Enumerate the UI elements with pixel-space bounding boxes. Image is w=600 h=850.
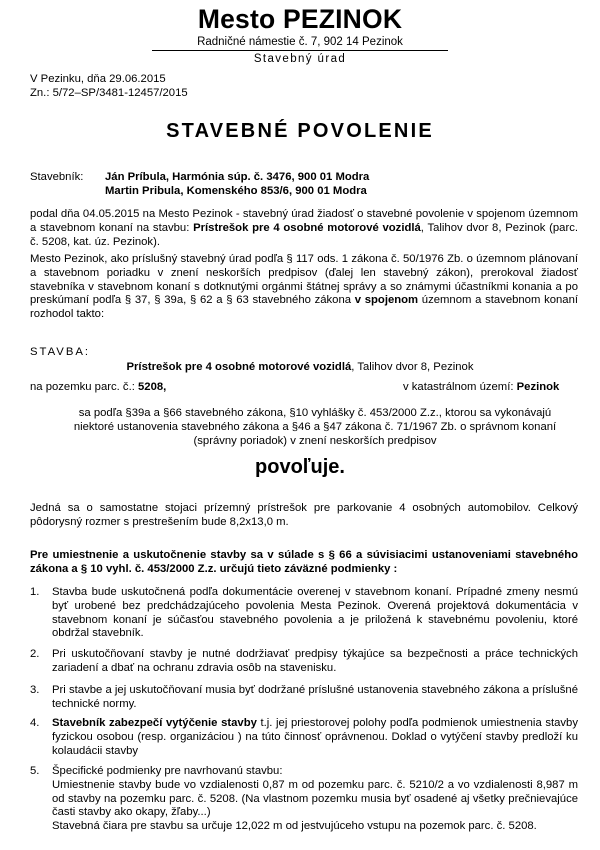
document-title: STAVEBNÉ POVOLENIE [166, 120, 434, 142]
condition-text [52, 765, 578, 834]
condition-text [52, 717, 578, 758]
stavba-name-rest: , Talihov dvor 8, Pezinok [351, 361, 474, 373]
condition-text: Pri stavbe a jej uskutočňovaní musia byť dodržané príslušné ustanovenia stavebného zákona a príslušné technické normy. [52, 684, 578, 710]
applicant-line-2: Martin Pribula, Komenského 853/6, 900 01 Modra [105, 185, 367, 197]
applicant-label: Stavebník: [30, 171, 84, 183]
decision-verb: povoľuje. [255, 456, 345, 478]
stavba-name [0, 361, 600, 375]
city-name: PEZINOK [282, 4, 403, 34]
reference-number: Zn.: 5/72–SP/3481-12457/2015 [30, 87, 188, 99]
authority-text-b: v spojenom [354, 294, 419, 307]
authority-text-c: územnom a stavebnom konaní rozhodol takto: [30, 294, 578, 321]
cadastre-name: Pezinok [516, 381, 560, 393]
description-paragraph: Jedná sa o samostatne stojaci prízemný prístrešok pre parkovanie 4 osobných automobilov. Celkový pôdorysný rozmer s prestrešením bude 8,2x13,0 m. [30, 502, 578, 528]
condition-text-rest: t.j. jej priestorovej polohy podľa podmienok umiestnenia stavby fyzickou osobou (resp. organizáciou ) na túto činnosť oprávnenou. Doklad o vytýčení stavby predloží ku kolaudácii stavby [52, 717, 578, 757]
issuer-heading [0, 3, 600, 35]
stavba-label: STAVBA: [30, 346, 91, 358]
intro-text-c: , Talihov dvor 8, Pezinok (parc. č. 5208, kat. úz. Pezinok). [30, 221, 578, 248]
authority-text-a: Mesto Pezinok, ako príslušný stavebný úrad podľa § 117 ods. 1 zákona č. 50/1976 Zb. o územnom plánovaní a stavebnom poriadku v znení neskorších predpisov (ďalej len stavebný zákon), prerokoval žiadosť stavebníka v stavebnom konaní s dotknutými orgánmi štátnej správy a so známymi účastníkmi konania a po preskúmaní podľa § 37, § 39a, § 62 a § 63 stavebného zákona [30, 253, 578, 307]
parcel-label: na pozemku parc. č.: [30, 381, 138, 393]
place-date: V Pezinku, dňa 29.06.2015 [30, 73, 166, 85]
condition-number: 4. [30, 717, 40, 729]
condition-bold-lead: Stavebník zabezpečí vytýčenie stavby [52, 717, 257, 729]
authority-paragraph [30, 253, 578, 322]
condition-number: 1. [30, 586, 40, 598]
city-prefix: Mesto [197, 4, 276, 34]
cadastre-label: v katastrálnom území: [403, 381, 517, 393]
condition-text: Pri uskutočňovaní stavby je nutné dodržiavať predpisy týkajúce sa bezpečnosti a práce technických zariadení a dbať na ochranu zdravia osôb na stavenisku. [52, 648, 578, 674]
condition-text: Stavba bude uskutočnená podľa dokumentácie overenej v stavebnom konaní. Prípadné zmeny nesmú byť urobené bez predchádzajúceho povolenia Mesta Pezinok. Overená projektová dokumentácia v stavebnom konaní je súčasťou stavebného povolenia a je priložená k stavebnému povoleniu, ktoré obdržal stavebník. [52, 586, 578, 640]
parcel-line [30, 381, 166, 395]
conditions-heading: Pre umiestnenie a uskutočnenie stavby sa v súlade s § 66 a súvisiacimi ustanoveniami stavebného zákona a § 10 vyhl. č. 453/2000 Z.z. určujú tieto záväzné podmienky : [30, 549, 578, 575]
issuer-office: Stavebný úrad [253, 53, 347, 65]
applicant-line-1: Ján Príbula, Harmónia súp. č. 3476, 900 01 Modra [105, 171, 370, 183]
condition-number: 2. [30, 648, 40, 660]
intro-text-a: podal dňa 04.05.2015 na Mesto Pezinok - stavebný úrad žiadosť o stavebné povolenie v spojenom územnom a stavebnom konaní na stavbu: [30, 208, 578, 234]
condition-line: Stavebná čiara pre stavbu sa určuje 12,022 m od jestvujúceho vstupu na pozemok parc. č. 5208. [52, 820, 537, 833]
header-divider [152, 50, 448, 51]
issuer-address: Radničné námestie č. 7, 902 14 Pezinok [197, 36, 403, 48]
stavba-name-bold: Prístrešok pre 4 osobné motorové vozidlá [126, 361, 352, 373]
parcel-number: 5208, [138, 381, 167, 393]
condition-line: Umiestnenie stavby bude vo vzdialenosti 0,87 m od pozemku parc. č. 5210/2 a vo vzdialenosti 8,987 m od stavby na pozemku parc. č. 5208. (Na vlastnom pozemku musia byť osadené aj všetky prečnievajúce časti stavby ako okapy, žľaby...) [52, 778, 578, 819]
legal-basis: sa podľa §39a a §66 stavebného zákona, §10 vyhlášky č. 453/2000 Z.z., ktorou sa vykonávajú niektoré ustanovenia stavebného zákona a §46 a §47 zákona č. 71/1967 Zb. o správnom konaní (správny poriadok) v znení neskorších predpisov [73, 407, 557, 447]
intro-project-name: Prístrešok pre 4 osobné motorové vozidlá [193, 221, 421, 234]
condition-number: 3. [30, 684, 40, 696]
condition-number: 5. [30, 765, 40, 777]
condition-line: Špecifické podmienky pre navrhovanú stavbu: [52, 765, 283, 777]
cadastre-line [403, 381, 559, 395]
intro-paragraph [30, 208, 578, 249]
